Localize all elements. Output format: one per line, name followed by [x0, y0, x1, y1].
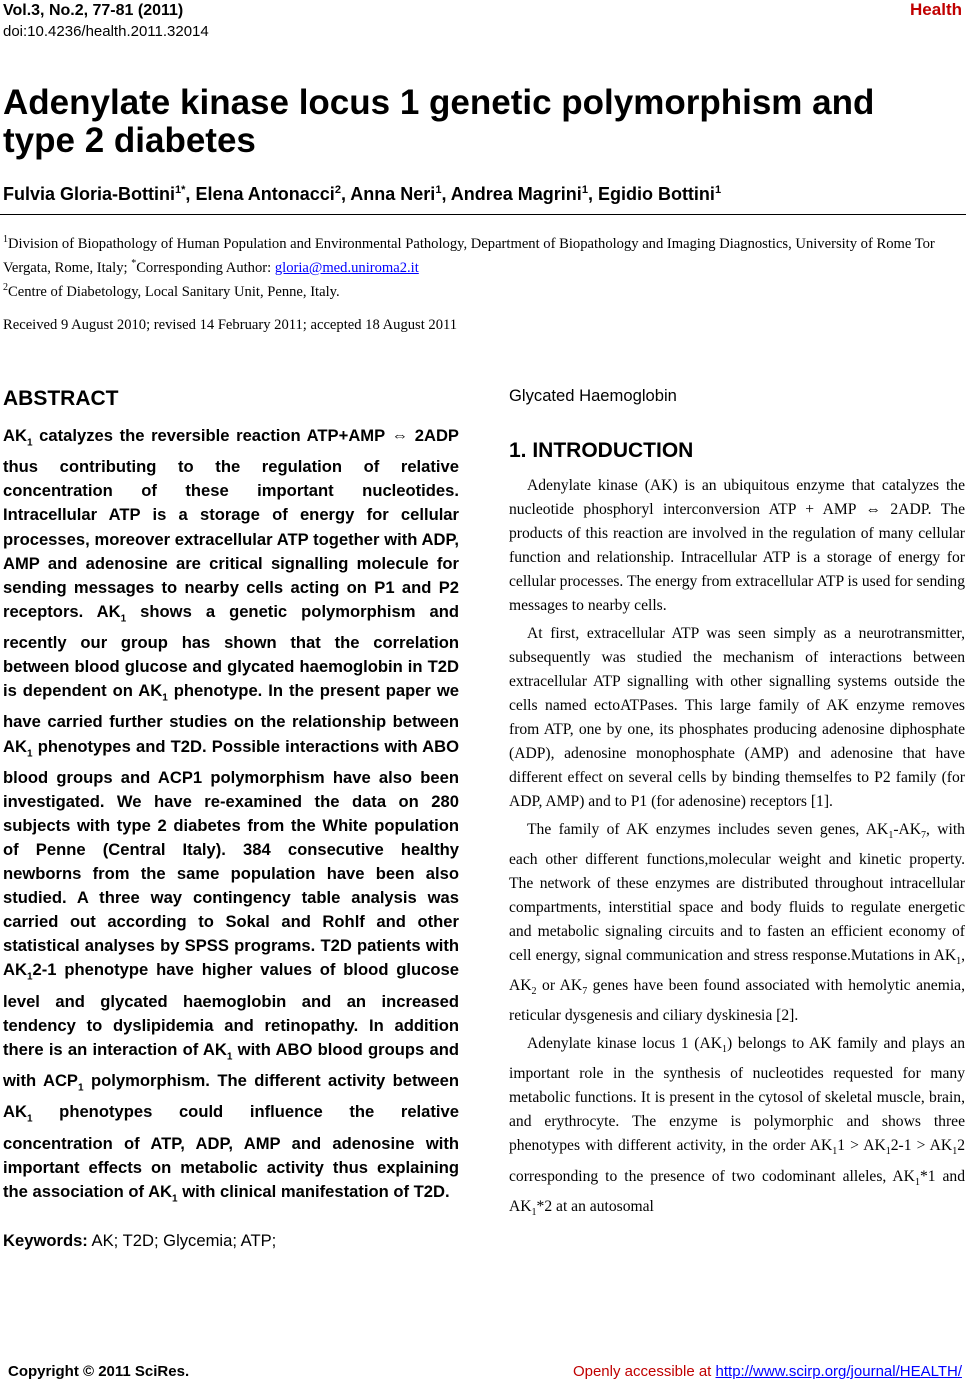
abstract-text: AK: [3, 426, 27, 445]
paper-title: [3, 84, 953, 160]
text: , with each other different functions,molecular weight and kinetic property. The network of these enzymes are distributed throughout intracellular compartments, interstitial space and body fluids to regulate energetic and metabolic signaling circuits and to fasten an efficient economy of cell energy, signal communication and stress response.Mutations in AK: [509, 821, 965, 965]
text: ) belongs to AK family and plays an important role in the synthesis of nucleotides requested for many metabolic functions. It is present in the cytosol of skeletal muscle, brain, and erythrocyte. The enzyme is polymorphic and shows three phenotypes with different activity, in the order AK: [509, 1035, 965, 1155]
author-name: Egidio Bottini: [597, 184, 715, 204]
subscript: 1: [888, 830, 894, 842]
abstract-text: with ABO blood groups and with ACP: [3, 1039, 459, 1091]
open-access-notice: [573, 1363, 962, 1380]
author-affiliation-mark: 1: [435, 184, 442, 196]
abstract-text: phenotype. In the present paper we have carried further studies on the relationship between AK: [3, 681, 459, 756]
abstract-text: catalyzes the reversible reaction ATP+AMP ⇔ 2ADP thus contributing to the regulation of relative concentration of these important nucleotides. Intracellular ATP is a storage of energy for cellular processes, moreover extracellular ATP together with ADP, AMP and adenosine are critical signalling molecule for sending messages to nearby cells acting on P1 and P2 receptors. AK: [3, 426, 459, 621]
subscript: 1: [172, 1193, 178, 1205]
text: 1 > AK: [837, 1137, 886, 1155]
text: *2 at an autosomal: [536, 1197, 654, 1215]
author-separator: ,: [185, 184, 196, 204]
header-divider: [0, 214, 966, 215]
author-name: Fulvia Gloria-Bottini: [3, 184, 176, 204]
text: 2-1 > AK: [890, 1137, 953, 1155]
affiliations: [3, 230, 965, 302]
intro-paragraph-1: Adenylate kinase (AK) is an ubiquitous enzyme that catalyzes the nucleotide phosphoryl interconversion ATP + AMP ⇔ 2ADP. The products of this reaction are involved in the regulation of many cellular function and relationship. Intracellular ATP is a storage of energy for cellular processes. The energy from extracellular ATP is used for sending messages to nearby cells.: [509, 477, 965, 614]
subscript: 1: [956, 956, 962, 968]
author-separator: ,: [340, 184, 351, 204]
text: 2 corresponding to the presence of two codominant alleles, AK: [509, 1137, 965, 1185]
subscript: 1: [722, 1044, 727, 1056]
affiliation-2: [3, 278, 965, 302]
abstract-text: phenotypes could influence the relative concentration of ATP, ADP, AMP and adenosine with important effects on metabolic activity thus explaining the association of AK: [3, 1102, 459, 1201]
subscript: 1: [120, 612, 127, 624]
keywords-continued: Glycated Haemoglobin: [509, 386, 677, 405]
author-affiliation-mark: 1*: [175, 184, 186, 196]
abstract-text: shows a genetic polymorphism and recently our group has shown that the correlation between blood glucose and glycated haemoglobin in T2D is dependent on AK: [3, 601, 460, 701]
subscript: 1: [952, 1146, 958, 1158]
subscript: 1: [162, 692, 168, 704]
subscript: 1: [78, 1082, 84, 1094]
abstract-text: phenotypes and T2D. Possible interactions with ABO blood groups and ACP1 polymorphism have also been investigated. We have re-examined the data on 280 subjects with type 2 diabetes from the White population of Penne (Central Italy). 384 consecutive healthy newborns from the same population have been also studied. A three way contingency table analysis was carried out according to Sokal and Rohlf and other statistical analyses by SPSS programs. T2D patients with AK: [3, 736, 459, 980]
subscript: 7: [921, 830, 927, 842]
affiliation-text: Centre of Diabetology, Local Sanitary Unit, Penne, Italy.: [8, 283, 340, 300]
title-line-2: type 2 diabetes: [3, 121, 256, 160]
affiliation-mark: 1: [3, 234, 8, 245]
title-line-1: Adenylate kinase locus 1 genetic polymorphism and: [3, 83, 875, 122]
subscript: 7: [582, 986, 588, 998]
open-access-text: Openly accessible at: [572, 1363, 716, 1380]
received-dates: Received 9 August 2010; revised 14 February 2011; accepted 18 August 2011: [3, 317, 458, 333]
intro-paragraph-4: [509, 1032, 965, 1224]
subscript: 1: [531, 1206, 537, 1218]
subscript: 1: [26, 1113, 33, 1125]
abstract-body: [3, 424, 459, 1211]
journal-header: [3, 0, 209, 42]
text: , AK: [509, 947, 965, 995]
volume-info: Vol.3, No.2, 77-81 (2011): [3, 2, 184, 19]
subscript: 1: [885, 1146, 891, 1158]
author-name: Anna Neri: [350, 184, 436, 204]
author-affiliation-mark: 2: [334, 184, 341, 196]
author-separator: ,: [441, 184, 451, 204]
subscript: 1: [226, 1051, 233, 1062]
email-link[interactable]: gloria@med.uniroma2.it: [274, 259, 419, 276]
keywords-list: AK; T2D; Glycemia; ATP;: [87, 1231, 277, 1251]
keywords: [3, 1229, 459, 1253]
subscript: 1: [832, 1146, 838, 1158]
corresponding-mark: *: [131, 257, 137, 269]
journal-url-link[interactable]: http://www.scirp.org/journal/HEALTH/: [715, 1363, 962, 1380]
abstract-text: 2-1 phenotype have higher values of blood glucose level and glycated haemoglobin and an increased tendency to dyslipidemia and retinopathy. In addition there is an interaction of AK: [3, 960, 459, 1059]
subscript: 1: [26, 437, 33, 449]
author-list: [3, 184, 721, 205]
right-column: [509, 384, 965, 1229]
subscript: 1: [914, 1176, 920, 1188]
text: Adenylate kinase locus 1 (AK: [527, 1035, 722, 1053]
affiliation-text: Division of Biopathology of Human Population and Environmental Pathology, Department of Biopathology and Imaging Diagnostics, University of Rome Tor Vergata, Rome, Italy;: [3, 235, 935, 276]
author-affiliation-mark: 1: [714, 184, 722, 196]
corresponding-label: Corresponding Author:: [136, 259, 275, 276]
author-name: Elena Antonacci: [195, 184, 335, 204]
author-separator: ,: [587, 184, 598, 204]
abstract-text: with clinical manifestation of T2D.: [177, 1181, 450, 1201]
subscript: 1: [26, 747, 33, 759]
text: -AK: [893, 821, 922, 838]
text: *1 and AK: [509, 1167, 965, 1215]
keywords-label: Keywords:: [3, 1231, 88, 1251]
affiliation-mark: 2: [3, 281, 8, 293]
doi: doi:10.4236/health.2011.32014: [3, 23, 209, 40]
subscript: 1: [26, 971, 33, 983]
text: or AK: [536, 977, 583, 995]
copyright-notice: Copyright © 2011 SciRes.: [8, 1363, 190, 1380]
text: genes have been found associated with hemolytic anemia, reticular dysgenesis and ciliary dyskinesia [2].: [509, 977, 966, 1025]
subscript: 2: [531, 986, 537, 998]
text: The family of AK enzymes includes seven genes, AK: [527, 821, 889, 838]
author-name: Andrea Magrini: [450, 184, 582, 204]
intro-paragraph-3: [509, 818, 965, 1028]
intro-paragraph-2: At first, extracellular ATP was seen simply as a neurotransmitter, subsequently was studied the mechanism of interactions between extracellular ATP signalling with other signalling systems outside the cells named ectoATPases. This large family of AK enzyme removes from ATP, one by one, its phosphates producing adenosine diphosphate (ADP), adenosine monophosphate (AMP) and adenosine that have different effect on several cells by binding themselfes to P2 family (for ADP, AMP) and to P1 (for adenosine) receptors [1].: [509, 625, 965, 810]
left-column: [3, 384, 459, 1253]
affiliation-1: [3, 230, 965, 278]
abstract-text: polymorphism. The different activity between AK: [3, 1071, 459, 1122]
abstract-heading: ABSTRACT: [3, 387, 119, 410]
author-affiliation-mark: 1: [581, 184, 588, 196]
journal-name: Health: [910, 0, 962, 19]
introduction-heading: 1. INTRODUCTION: [509, 439, 694, 462]
